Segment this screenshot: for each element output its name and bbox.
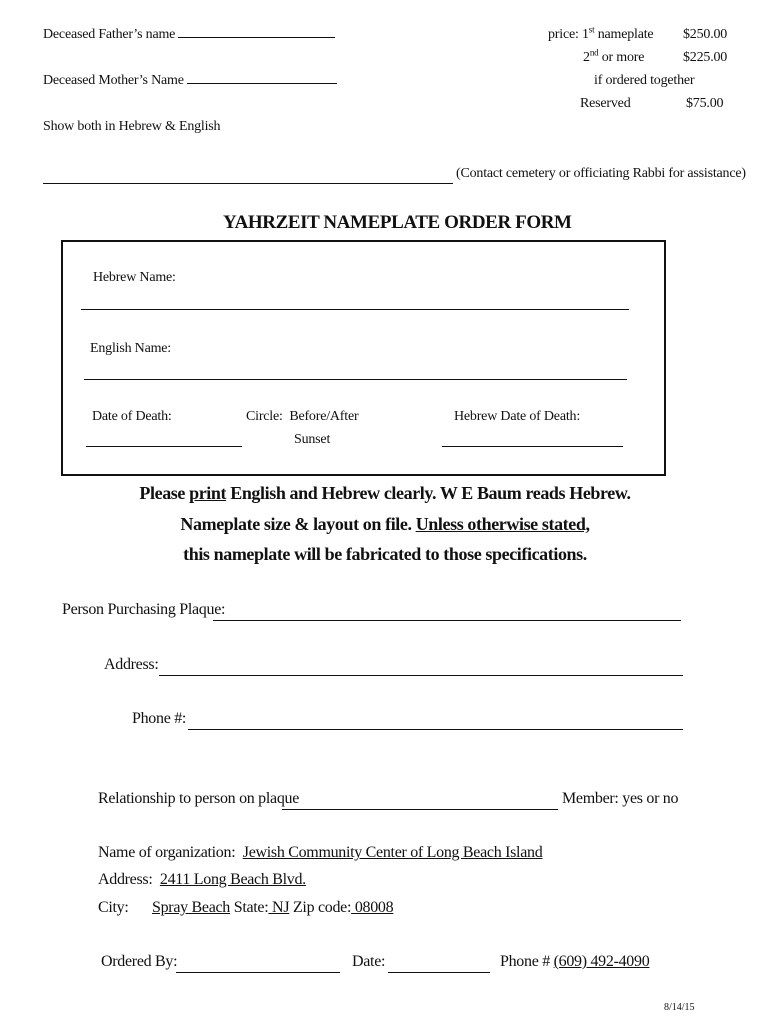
price-second-text: or more: [601, 50, 645, 65]
notice-print-emphasis: print: [189, 483, 227, 503]
organization-address-value: 2411 Long Beach Blvd.: [159, 871, 306, 888]
organization-city-row: [152, 899, 393, 917]
circle-row: [246, 409, 358, 425]
organization-name-label: Name of organization:: [98, 844, 236, 861]
sunset-option[interactable]: Sunset: [294, 432, 331, 447]
mother-name-line[interactable]: [187, 82, 337, 84]
hebrew-name-label: Hebrew Name:: [93, 270, 176, 285]
relationship-line[interactable]: [282, 809, 558, 810]
organization-address-row: [98, 871, 306, 889]
person-purchasing-line[interactable]: [213, 620, 681, 621]
person-purchasing-label: Person Purchasing Plaque:: [62, 601, 226, 618]
english-name-label: English Name:: [90, 341, 171, 356]
date-line[interactable]: [388, 972, 490, 973]
date-of-death-line[interactable]: [86, 446, 242, 447]
date-label: Date:: [352, 953, 386, 970]
organization-state-label: State:: [233, 899, 269, 916]
footer-phone-value: (609) 492-4090: [553, 953, 650, 970]
organization-address-label: Address:: [98, 871, 153, 888]
member-yes-no[interactable]: Member: yes or no: [562, 790, 679, 807]
organization-zip-label: Zip code:: [292, 899, 352, 916]
notice-line-3: this nameplate will be fabricated to those specifications.: [183, 544, 587, 564]
organization-state-value: NJ: [268, 899, 290, 916]
hebrew-name-line[interactable]: [81, 309, 629, 310]
ordered-by-label: Ordered By:: [101, 953, 178, 970]
organization-city-label: City:: [98, 899, 129, 916]
reserved-label: Reserved: [580, 96, 631, 111]
organization-city-value: Spray Beach: [152, 899, 231, 916]
father-name-label: Deceased Father’s name: [43, 27, 176, 42]
father-name-row: [43, 27, 335, 43]
notice-unless-emphasis: Unless otherwise stated,: [415, 514, 590, 534]
person-purchasing-row: [62, 601, 225, 619]
contact-line[interactable]: [43, 183, 453, 184]
reserved-amount: $75.00: [686, 96, 724, 111]
name-box: [61, 240, 666, 476]
english-name-line[interactable]: [84, 379, 627, 380]
ordered-by-line[interactable]: [176, 972, 340, 973]
mother-name-label: Deceased Mother’s Name: [43, 73, 184, 88]
price-second-amount: $225.00: [683, 50, 728, 65]
father-name-line[interactable]: [178, 36, 335, 38]
footer-phone-label: Phone #: [500, 953, 550, 970]
price-first-row: price: 1st nameplate: [548, 24, 654, 42]
organization-name-row: [98, 844, 542, 862]
form-title: YAHRZEIT NAMEPLATE ORDER FORM: [223, 212, 572, 233]
hebrew-date-label: Hebrew Date of Death:: [454, 409, 581, 424]
organization-name-value: Jewish Community Center of Long Beach Island: [242, 844, 543, 861]
notice-line-1: Please print English and Hebrew clearly. W E Baum reads Hebrew.: [139, 483, 631, 503]
price-first-amount: $250.00: [683, 27, 728, 42]
purchaser-phone-line[interactable]: [188, 729, 683, 730]
hebrew-date-line[interactable]: [442, 446, 623, 447]
purchaser-phone-label: Phone #:: [132, 710, 187, 727]
show-both-note: Show both in Hebrew & English: [43, 119, 221, 134]
organization-zip-value: 08008: [351, 899, 394, 916]
notice-line-2: Nameplate size & layout on file. Unless otherwise stated,: [180, 514, 590, 534]
footer-phone-row: [500, 953, 649, 971]
mother-name-row: [43, 73, 337, 89]
price-together-note: if ordered together: [594, 73, 695, 88]
date-of-death-label: Date of Death:: [92, 409, 172, 424]
purchaser-address-label: Address:: [104, 656, 159, 673]
circle-label: Circle:: [246, 409, 283, 424]
relationship-label: Relationship to person on plaque: [98, 790, 300, 807]
before-after-option[interactable]: Before/After: [289, 409, 359, 424]
price-first-text: nameplate: [597, 27, 654, 42]
price-label: price:: [548, 27, 579, 42]
contact-note: (Contact cemetery or officiating Rabbi for assistance): [456, 166, 746, 181]
version-date: 8/14/15: [664, 1002, 695, 1013]
price-second-row: 2nd or more: [583, 47, 645, 65]
purchaser-address-line[interactable]: [159, 675, 683, 676]
